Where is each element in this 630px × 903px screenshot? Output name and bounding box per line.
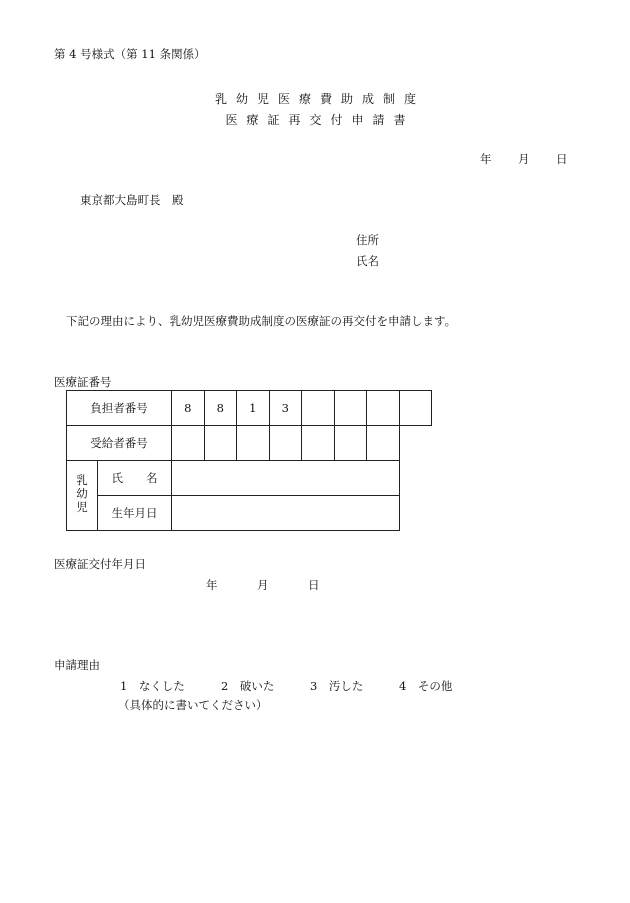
address-label: 住所: [356, 233, 379, 247]
recipient-digit[interactable]: [172, 426, 205, 461]
issue-year-label: 年: [206, 578, 218, 592]
reason-option-torn[interactable]: 2 破いた: [221, 679, 275, 693]
date-year-label: 年: [480, 152, 492, 166]
application-statement: 下記の理由により、乳幼児医療費助成制度の医療証の再交付を申請します。: [66, 314, 457, 328]
name-label: 氏名: [356, 254, 379, 268]
issue-date-label: 医療証交付年月日: [54, 557, 146, 571]
date-day-label: 日: [556, 152, 568, 166]
payer-digit[interactable]: [334, 391, 367, 426]
payer-digit[interactable]: 8: [172, 391, 205, 426]
reason-option-soiled[interactable]: 3 汚した: [310, 679, 364, 693]
certificate-number-label: 医療証番号: [54, 375, 112, 389]
reason-label: 申請理由: [54, 658, 100, 672]
recipient-number-label: 受給者番号: [67, 426, 172, 461]
reason-option-lost[interactable]: 1 なくした: [120, 679, 185, 693]
addressee: 東京都大島町長 殿: [80, 193, 184, 207]
child-dob-label: 生年月日: [98, 496, 172, 531]
child-dob-field[interactable]: [172, 496, 400, 531]
recipient-digit[interactable]: [367, 426, 400, 461]
recipient-digit[interactable]: [269, 426, 302, 461]
document-title-line1: 乳幼児医療費助成制度: [214, 92, 425, 106]
payer-digit[interactable]: [367, 391, 400, 426]
child-name-label: 氏 名: [98, 461, 172, 496]
issue-day-label: 日: [308, 578, 320, 592]
recipient-number-row: [67, 426, 432, 461]
payer-number-row: [67, 391, 432, 426]
reason-option-other[interactable]: 4 その他: [399, 679, 453, 693]
date-month-label: 月: [518, 152, 530, 166]
child-dob-row: [67, 496, 432, 531]
recipient-digit[interactable]: [237, 426, 270, 461]
form-number-label: 第 4 号様式（第 11 条関係）: [54, 47, 206, 61]
recipient-digit[interactable]: [204, 426, 237, 461]
child-name-row: [67, 461, 432, 496]
issue-month-label: 月: [257, 578, 269, 592]
reason-note: （具体的に書いてください）: [118, 698, 268, 712]
empty-cell: [399, 426, 432, 461]
payer-digit[interactable]: [399, 391, 432, 426]
payer-digit[interactable]: 3: [269, 391, 302, 426]
payer-digit[interactable]: [302, 391, 335, 426]
recipient-digit[interactable]: [334, 426, 367, 461]
recipient-digit[interactable]: [302, 426, 335, 461]
child-label: 乳幼児: [75, 473, 89, 515]
document-title-line2: 医療証再交付申請書: [225, 113, 415, 127]
empty-cell: [399, 496, 432, 531]
child-name-field[interactable]: [172, 461, 400, 496]
certificate-table: [66, 390, 432, 531]
payer-digit[interactable]: 8: [204, 391, 237, 426]
empty-cell: [399, 461, 432, 496]
payer-number-label: 負担者番号: [67, 391, 172, 426]
payer-digit[interactable]: 1: [237, 391, 270, 426]
child-label-cell: [67, 461, 98, 531]
